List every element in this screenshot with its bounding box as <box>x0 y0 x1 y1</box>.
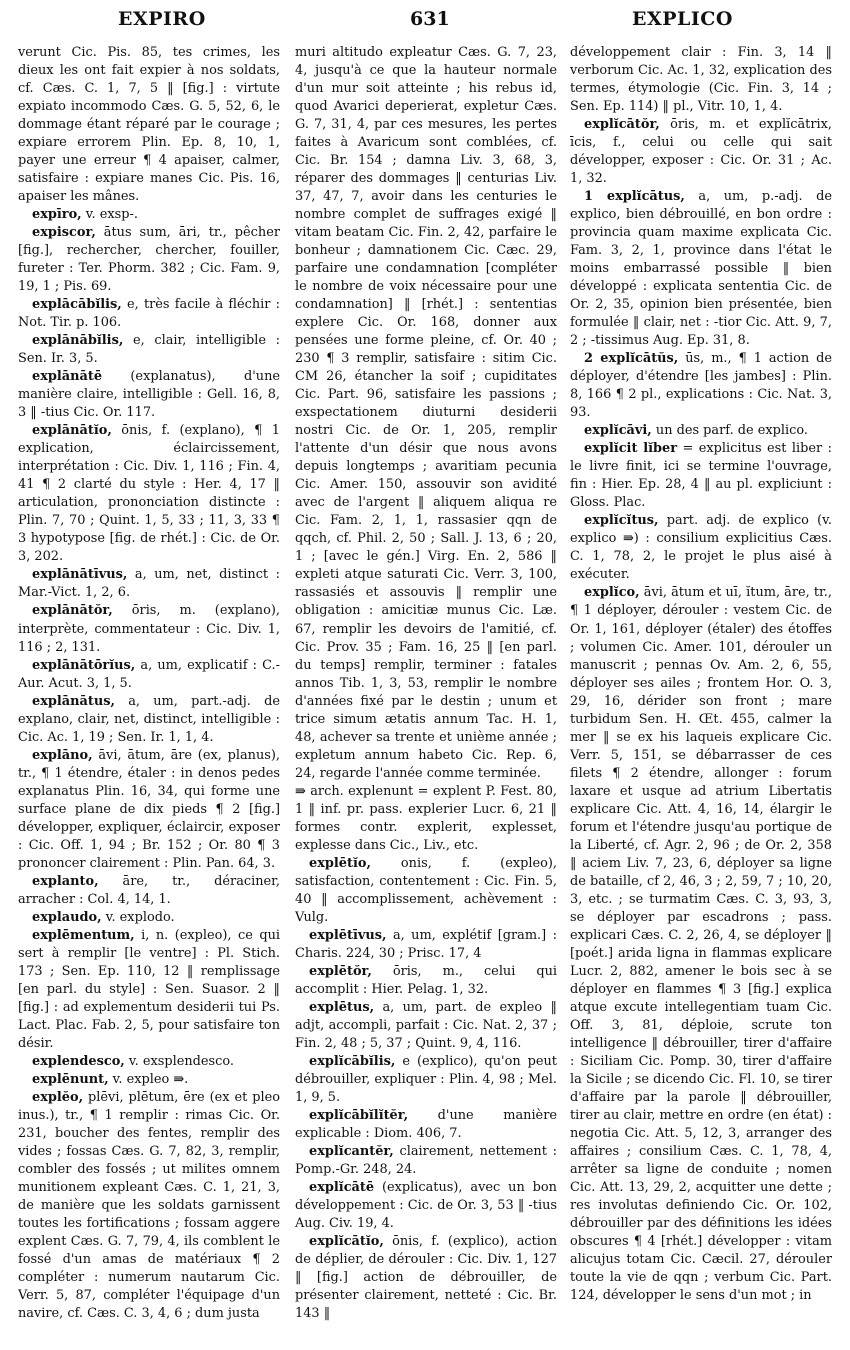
entry-headword: explĭcātĭo, <box>309 1234 384 1250</box>
entry-headword: explānābĭlis, <box>32 333 124 349</box>
entry-definition: a, um, net, distinct : Mar.-Vict. 1, 2, 6. <box>18 567 280 601</box>
entry-definition: ⇛ arch. explenunt = explent P. Fest. 80, 1 ‖ inf. pr. pass. explerier Lucr. 6, 21 ‖ formes contr. explerit, explesset, explesse dans Cic., Liv., etc. <box>295 783 557 853</box>
entry-definition: verunt Cic. Pis. 85, tes crimes, les dieux les ont fait expier à nos soldats, cf. Cæs. C. 1, 7, 5 ‖ [fig.] : virtute expiato incommodo Cæs. G. 5, 52, 6, le dommage étant réparé par le courage ; expiare errorem Plin. Ep. 8, 10, 1, payer une erreur ¶ 4 apaiser, calmer, satisfaire : expiare manes Cic. Pis. 16, apaiser les mânes. <box>18 45 280 205</box>
dictionary-entry <box>295 783 557 855</box>
entry-definition: (explanatus), d'une manière claire, intelligible : Gell. 16, 8, 3 ‖ -tius Cic. Or. 117. <box>18 369 280 421</box>
entry-headword: explēnunt, <box>32 1071 109 1087</box>
dictionary-entry <box>295 963 557 999</box>
entry-definition: āvi, ātum, āre (ex, planus), tr., ¶ 1 étendre, étaler : in denos pedes explanatus Plin. 16, 34, qui forme une surface plane de dix pieds ¶ 2 [fig.] développer, expliquer, éclaircir, exposer : Cic. Off. 1, 94 ; Br. 152 ; Or. 80 ¶ 3 prononcer clairement : Plin. Pan. 64, 3. <box>18 747 280 871</box>
entry-definition: part. adj. de explico (v. explico ⇛) : consilium explicitius Cæs. C. 1, 78, 2, le projet le plus aisé à exécuter. <box>570 513 832 583</box>
entry-headword: explanto, <box>32 873 99 889</box>
entry-definition: = explicitus est liber : le livre finit, ici se termine l'ouvrage, fin : Hier. Ep. 28, 4 ‖ au pl. expliciunt : Gloss. Plac. <box>570 441 832 511</box>
dictionary-entry <box>18 368 280 422</box>
dictionary-entry <box>18 566 280 602</box>
entry-definition: e (explico), qu'on peut débrouiller, expliquer : Plin. 4, 98 ; Mel. 1, 9, 5. <box>295 1053 557 1105</box>
entry-definition: e, clair, intelligible : Sen. Ir. 3, 5. <box>18 333 280 367</box>
entry-definition: développement clair : Fin. 3, 14 ‖ verborum Cic. Ac. 1, 32, explication des termes, étymologie (Cic. Fin. 3, 14 ; Sen. Ep. 114) ‖ pl., Vitr. 10, 1, 4. <box>570 45 832 115</box>
entry-headword: explendesco, <box>32 1053 125 1069</box>
entry-definition: ōris, m. (explano), interprète, commentateur : Cic. Div. 1, 116 ; 2, 131. <box>18 603 280 655</box>
entry-headword: explĭcit lĭber <box>584 441 678 457</box>
dictionary-entry <box>570 350 832 422</box>
dictionary-entry <box>18 657 280 693</box>
entry-headword: explānātŏr, <box>32 603 113 619</box>
entry-headword: explāno, <box>32 747 93 763</box>
entry-definition: a, um, explétif [gram.] : Charis. 224, 30 ; Prisc. 17, 4 <box>295 927 557 961</box>
entry-headword: explĭcantĕr, <box>309 1143 394 1159</box>
entry-headword: explētus, <box>309 999 375 1015</box>
entry-definition: d'une manière explicable : Diom. 406, 7. <box>295 1107 557 1141</box>
entry-headword: explĭcātŏr, <box>584 117 660 133</box>
entry-headword: explētīvus, <box>309 927 387 943</box>
entry-definition: ātus sum, āri, tr., pêcher [fig.], rechercher, chercher, fouiller, fureter : Ter. Phorm. 382 ; Cic. Fam. 9, 19, 1 ; Pis. 69. <box>18 225 280 295</box>
dictionary-entry <box>18 927 280 1053</box>
entry-definition: ōris, m., celui qui accomplit : Hier. Pelag. 1, 32. <box>295 963 557 997</box>
entry-definition: a, um, explicatif : C.-Aur. Acut. 3, 1, 5. <box>18 657 280 691</box>
entry-definition: e, très facile à fléchir : Not. Tir. p. 106. <box>18 297 280 331</box>
dictionary-entry <box>570 422 832 440</box>
entry-headword: explĕo, <box>32 1089 84 1105</box>
entry-headword: explētĭo, <box>309 855 371 871</box>
entry-definition: āvi, ātum et uī, ĭtum, āre, tr., ¶ 1 déployer, dérouler : vestem Cic. de Or. 1, 161, déployer (étaler) des étoffes ; volumen Cic. Amer. 101, dérouler un manuscrit ; pennas Ov. Am. 2, 6, 55, déployer ses ailes ; frontem Hor. O. 3, 29, 16, dérider son front ; mare turbidum Sen. H. Œt. 455, calmer la mer ‖ se ex his laqueis explicare Cic. Verr. 5, 151, se débarrasser de ces filets ¶ 2 étendre, allonger : forum laxare et usque ad atrium Libertatis explicare Cic. Att. 4, 16, 14, élargir le forum et l'étendre jusqu'au portique de la Liberté, cf. Agr. 2, 96 ; de Or. 2, 358 ‖ aciem Liv. 7, 23, 6, déployer sa ligne de bataille, cf 2, 46, 3 ; 2, 59, 7 ; 10, 20, 3, etc. ; se turmatim Cæs. C. 3, 93, 3, se déployer par escadrons ; pass. explicari Cæs. C. 2, 26, 4, se déployer ‖ [poét.] arida ligna in flammas explicare Lucr. 2, 882, amener le bois sec à se déployer en flammes ¶ 3 [fig.] explica atque excute intellegentiam tuam Cic. Off. 3, 81, déploie, scrute ton intelligence ‖ débrouiller, tirer d'affaire : Siciliam Cic. Pomp. 30, tirer d'affaire la Sicile ; se dicendo Cic. Fl. 10, se tirer d'affaire par la parole ‖ débrouiller, tirer au clair, mettre en ordre (en état) : negotia Cic. Att. 5, 12, 3, arranger des affaires ; consilium Cæs. C. 1, 78, 4, arrêter sa ligne de conduite ; nomen Cic. Att. 13, 29, 2, acquitter une dette ; res involutas definiendo Cic. Or. 102, débrouiller par des définitions les idées obscures ¶ 4 [rhét.] développer : vitam alicujus totam Cic. Cæcil. 27, dérouler toute la vie de qqn ; verbum Cic. Part. 124, développer le sens d'un mot ; in <box>570 585 832 1304</box>
entry-definition: a, um, part. de expleo ‖ adjt, accompli, parfait : Cic. Nat. 2, 37 ; Fin. 2, 48 ; 5, 37 ; Quint. 9, 4, 116. <box>295 999 557 1051</box>
dictionary-entry <box>295 927 557 963</box>
entry-headword: explētŏr, <box>309 963 372 979</box>
entry-headword: explĭcāvi, <box>584 423 652 439</box>
dictionary-entry <box>18 909 280 927</box>
entry-definition: (explicatus), avec un bon développement : Cic. de Or. 3, 53 ‖ -tius Aug. Civ. 19, 4. <box>295 1179 557 1232</box>
dictionary-entry <box>570 188 832 350</box>
entry-headword: explĭco, <box>584 585 640 601</box>
entry-definition: āre, tr., déraciner, arracher : Col. 4, 14, 1. <box>18 873 280 907</box>
entry-definition: ōnis, f. (explico), action de déplier, de dérouler : Cic. Div. 1, 127 ‖ [fig.] action de débrouiller, de présenter clairement, netteté : Cic. Br. 143 ‖ <box>295 1234 557 1322</box>
dictionary-entry <box>295 1107 557 1143</box>
entry-headword: explānātōrĭus, <box>32 657 136 673</box>
dictionary-entry <box>295 1143 557 1179</box>
dictionary-entry <box>18 1071 280 1089</box>
entry-headword: explānātĭo, <box>32 423 112 439</box>
dictionary-entry <box>295 1053 557 1107</box>
entry-definition: ūs, m., ¶ 1 action de déployer, d'étendre [les jambes] : Plin. 8, 166 ¶ 2 pl., explications : Cic. Nat. 3, 93. <box>570 351 832 421</box>
entry-definition: a, um, part.-adj. de explano, clair, net, distinct, intelligible : Cic. Ac. 1, 19 ; Sen. Ir. 1, 1, 4. <box>18 693 280 745</box>
entry-headword: explānātīvus, <box>32 567 128 583</box>
dictionary-entry <box>295 999 557 1053</box>
dictionary-entry <box>570 512 832 584</box>
entry-definition: v. exsp-. <box>85 207 138 223</box>
dictionary-entry <box>570 44 832 116</box>
dictionary-column-right <box>570 44 832 1346</box>
dictionary-entry <box>18 747 280 873</box>
dictionary-entry <box>18 224 280 296</box>
entry-definition: v. explodo. <box>105 909 175 925</box>
entry-headword: explĭcābĭlis, <box>309 1053 396 1069</box>
entry-definition: un des parf. de explico. <box>655 423 809 439</box>
dictionary-entry <box>295 1233 557 1323</box>
dictionary-entry <box>18 873 280 909</box>
dictionary-column-left <box>18 44 280 1346</box>
running-head-left: EXPIRO <box>118 8 206 30</box>
dictionary-entry <box>295 44 557 783</box>
dictionary-entry <box>295 855 557 927</box>
entry-definition: ōnis, f. (explano), ¶ 1 explication, éclaircissement, interprétation : Cic. Div. 1, 116 ; Fin. 4, 41 ¶ 2 clarté du style : Her. 4, 17 ‖ articulation, prononciation distincte : Plin. 7, 70 ; Quint. 1, 5, 33 ; 11, 3, 33 ¶ 3 hypotypose [fig. de rhét.] : Cic. de Or. 3, 202. <box>18 423 280 565</box>
entry-definition: onis, f. (expleo), satisfaction, contentement : Cic. Fin. 5, 40 ‖ accomplissement, achèvement : Vulg. <box>295 855 557 925</box>
dictionary-column-middle <box>295 44 557 1346</box>
running-head-right: EXPLICO <box>632 8 733 30</box>
entry-headword: explēmentum, <box>32 927 135 943</box>
entry-headword: expīro, <box>32 207 82 223</box>
dictionary-entry <box>18 296 280 332</box>
dictionary-entry <box>18 206 280 224</box>
dictionary-entry <box>18 422 280 566</box>
entry-definition: clairement, nettement : Pomp.-Gr. 248, 24. <box>295 1143 557 1177</box>
entry-headword: explaudo, <box>32 909 102 925</box>
entry-headword: explĭcĭtus, <box>584 513 659 529</box>
dictionary-entry <box>18 332 280 368</box>
dictionary-entry <box>18 693 280 747</box>
entry-definition: plēvi, plētum, ēre (ex et pleo inus.), tr., ¶ 1 remplir : rimas Cic. Or. 231, boucher des fentes, remplir des vides ; fossas Cæs. G. 7, 82, 3, remplir, combler des fossés ; ut milites omnem munitionem expleant Cæs. C. 1, 21, 3, de manière que les soldats garnissent toutes les fortifications ; fossam aggere explent Cæs. G. 7, 79, 4, ils comblent le fossé d'un amas de matériaux ¶ 2 compléter : numerum nautarum Cic. Verr. 5, 87, compléter l'équipage d'un navire, cf. Cæs. C. 3, 4, 6 ; dum justa <box>18 1089 280 1322</box>
dictionary-entry <box>18 1089 280 1323</box>
entry-headword: expiscor, <box>32 225 96 241</box>
entry-definition: ōris, m. et explĭcātrix, īcis, f., celui ou celle qui sait développer, exposer : Cic. Or. 31 ; Ac. 1, 32. <box>570 117 832 187</box>
entry-headword: explānātus, <box>32 693 115 709</box>
dictionary-entry <box>570 116 832 188</box>
page-header <box>0 6 850 40</box>
dictionary-entry <box>18 1053 280 1071</box>
page-number: 631 <box>410 8 450 30</box>
entry-headword: explācābĭlis, <box>32 297 122 313</box>
entry-definition: v. exsplendesco. <box>128 1053 235 1069</box>
entry-headword: explĭcātē <box>309 1179 375 1195</box>
entry-headword: explānātē <box>32 369 103 385</box>
entry-definition: muri altitudo expleatur Cæs. G. 7, 23, 4, jusqu'à ce que la hauteur normale d'un mur soit atteinte ; his rebus id, quod Avarici deperierat, expletur Cæs. G. 7, 31, 4, par ces mesures, les pertes faites à Avaricum sont comblées, cf. Cic. Br. 154 ; damna Liv. 3, 68, 3, réparer des dommages ‖ centurias Liv. 37, 47, 7, avoir dans les centuries le nombre complet de suffrages exigé ‖ vitam beatam Cic. Fin. 2, 42, parfaire le bonheur ; damnationem Cic. Cæc. 29, parfaire une condamnation [compléter le nombre de voix nécessaire pour une condamnation] ‖ [rhét.] : sententias explere Cic. Or. 168, donner aux pensées une forme pleine, cf. Or. 40 ; 230 ¶ 3 remplir, satisfaire : sitim Cic. CM 26, étancher la soif ; cupiditates Cic. Part. 96, satisfaire les passions ; exspectationem diuturni desiderii nostri Cic. de Or. 1, 205, remplir l'attente d'un désir que nous avons depuis longtemps ; avaritiam pecunia Cic. Amer. 150, assouvir son avidité avec de l'argent ‖ aliquem aliqua re Cic. Fam. 2, 1, 1, rassasier qqn de qqch, cf. Phil. 2, 50 ; Sall. J. 13, 6 ; 20, 1 ; [avec le gén.] Virg. En. 2, 586 ‖ expleti atque saturati Cic. Verr. 3, 100, rassasiés et assouvis ‖ remplir une obligation : amicitiæ munus Cic. Læ. 67, remplir les devoirs de l'amitié, cf. Cic. Prov. 35 ; Fam. 16, 25 ‖ [en parl. du temps] remplir, terminer : fatales annos Tib. 1, 3, 53, remplir le nombre d'années fixé par le destin ; unum et trice simum ætatis annum Tac. H. 1, 48, achever sa trente et unième année ; expletum annum habeto Cic. Rep. 6, 24, regarde l'année comme terminée. <box>295 45 557 781</box>
entry-headword: 2 explĭcātŭs, <box>584 351 679 367</box>
dictionary-entry <box>18 44 280 206</box>
dictionary-entry <box>570 440 832 512</box>
entry-definition: a, um, p.-adj. de explico, bien débrouillé, en bon ordre : provincia quam maxime explicata Cic. Fam. 3, 2, 1, province dans l'état le moins embarrassé possible ‖ bien développé : explicata sententia Cic. de Or. 2, 35, opinion bien présentée, bien formulée ‖ clair, net : -tior Cic. Att. 9, 7, 2 ; -tissimus Aug. Ep. 31, 8. <box>570 189 832 349</box>
entry-headword: 1 explĭcātus, <box>584 189 685 205</box>
dictionary-entry <box>18 602 280 656</box>
entry-definition: i, n. (expleo), ce qui sert à remplir [le ventre] : Pl. Stich. 173 ; Sen. Ep. 110, 12 ‖ remplissage [en parl. du style] : Sen. Suasor. 2 ‖ [fig.] : ad explementum desiderii tui Ps. Lact. Plac. Fab. 2, 5, pour satisfaire ton désir. <box>18 927 280 1051</box>
dictionary-entry <box>570 584 832 1305</box>
entry-definition: v. expleo ⇛. <box>112 1071 189 1087</box>
dictionary-entry <box>295 1179 557 1233</box>
entry-headword: explĭcābĭlĭtĕr, <box>309 1107 409 1123</box>
